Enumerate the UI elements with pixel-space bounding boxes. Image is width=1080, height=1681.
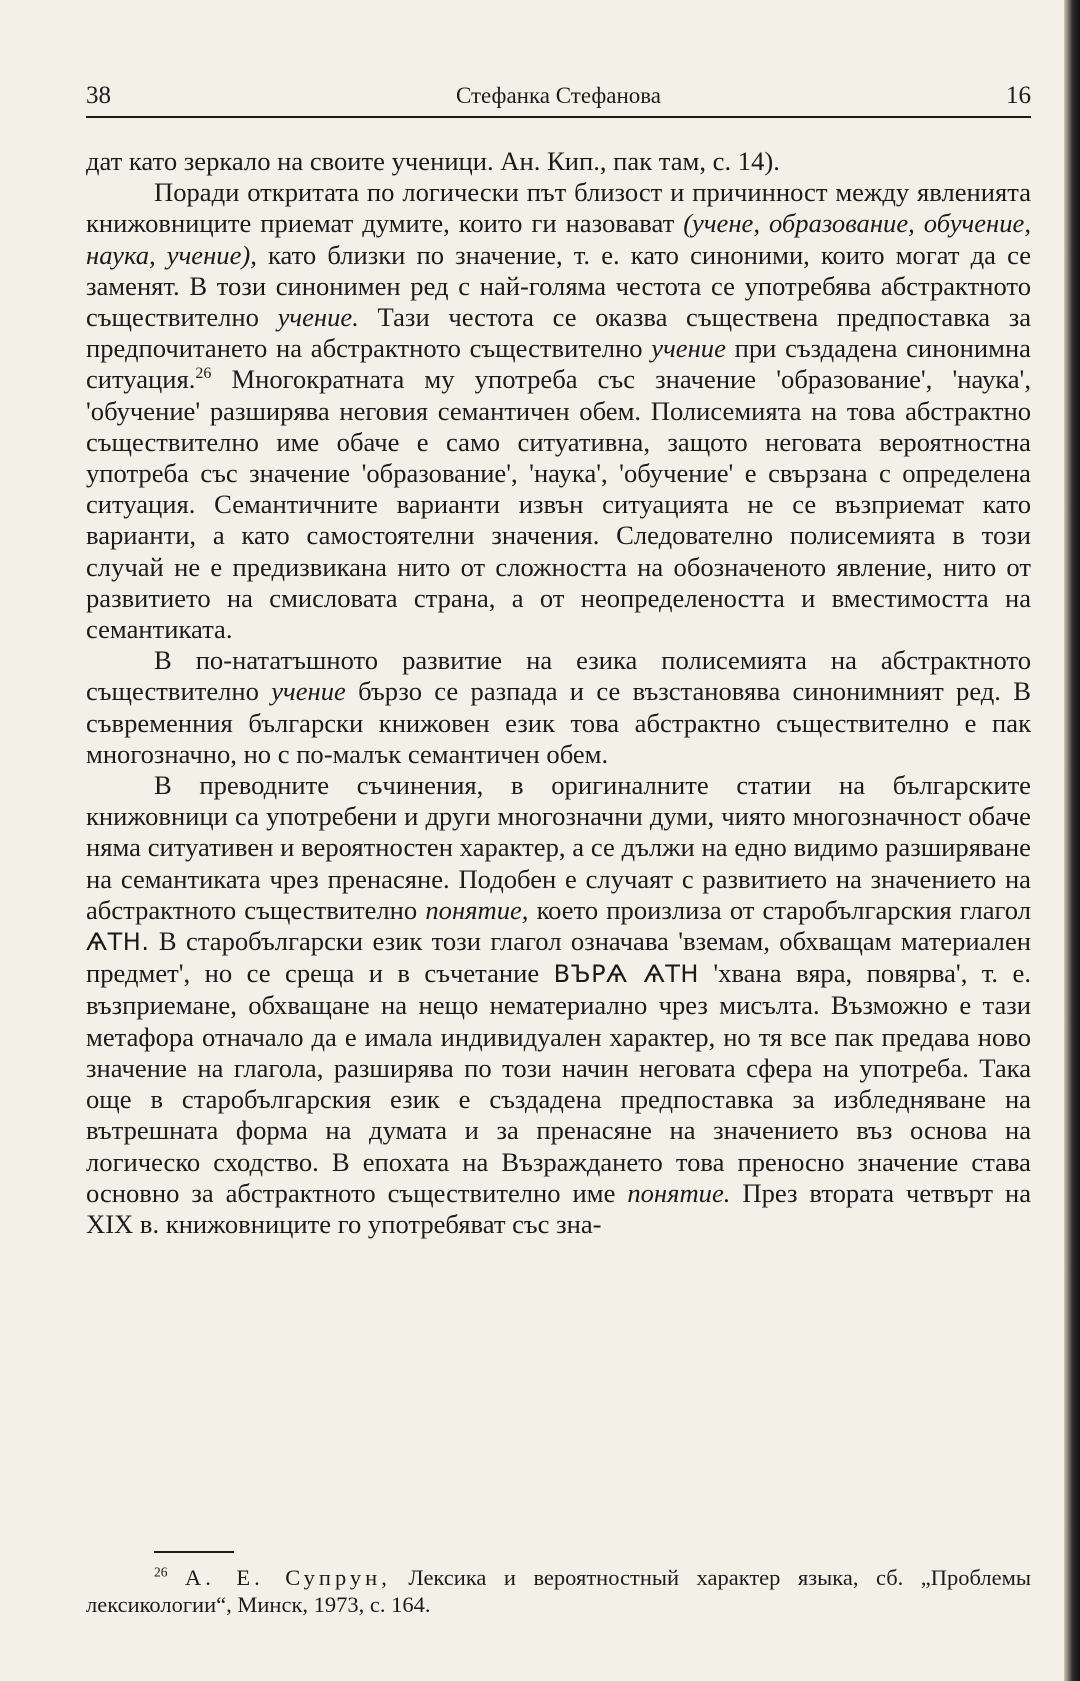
paragraph-4 <box>86 770 1031 1240</box>
section-number: 16 <box>1006 82 1031 109</box>
page-number: 38 <box>86 82 111 109</box>
paragraph-2-text-e: Многократната му употреба със значение 'образование', 'наука', 'обучение' разширява неговия семантичен обем. Полисемията на това абстрактно съществително име обаче е само ситуативна, защото неговата вероятностна употреба със значение 'образование', 'наука', 'обучение' е свързана с определена ситуация. Семантичните варианти извън ситуацията не се възприемат като варианти, а като самостоятелни значения. Следователно полисемията в този случай не е предизвикана нито от сложността на обозначеното явление, нито от развитието на смисловата страна, а от неопределеността и вместимостта на семантиката. <box>86 364 1031 645</box>
footnote-text: Лексика и вероятностный характер языка, сб. „Проблемы лексикологии“, Минск, 1973, с. 164. <box>86 1565 1031 1617</box>
footnote-rule <box>154 1551 234 1553</box>
footnote-26 <box>86 1564 1031 1618</box>
footnote-author: А. Е. Супрун, <box>185 1565 391 1590</box>
paragraph-3 <box>86 645 1031 770</box>
paragraph-4-emphasis-2: понятие. <box>627 1177 731 1208</box>
paragraph-4-text-e: През втората четвърт на XIX в. книжовниците го употребяват със зна- <box>86 1177 1031 1239</box>
page-header <box>86 76 1031 116</box>
paragraph-3-text-a: В по-нататъшното развитие на езика полисемията на абстрактното съществително <box>86 645 1031 707</box>
paragraph-2-text-c: Тази честота се оказва съществена предпоставка за предпочитането на абстрактното съществително <box>86 302 1031 364</box>
paragraph-3-emphasis: учение <box>271 676 346 707</box>
footnote-number: 26 <box>154 1564 168 1580</box>
paragraph-4-emphasis-1: понятие, <box>425 894 529 925</box>
paragraph-2-emphasis-3: учение <box>651 333 726 364</box>
paragraph-4-text-b: което произлиза от старобългарския глагол <box>528 894 1031 925</box>
footnote-reference[interactable]: 26 <box>195 365 212 383</box>
paragraph-2-text-b: като близки по значение, т. е. като синоними, които могат да се заменят. В този синонимен ред с най-голяма честота се употребява абстрактното съществително <box>86 239 1032 333</box>
body-text <box>86 146 1031 1240</box>
paragraph-2-emphasis-1: (учене, образование, обучение, наука, учение), <box>86 208 1031 270</box>
paragraph-4-text-d: 'хвана вяра, повярва', т. е. възприемане, обхващане на нещо нематериално чрез мисълта. Възможно е тази метафора отначало да е имала индивидуален характер, но тя все пак предава ново значение на глагола, разширява по този начин неговата сфера на употреба. Така още в старобългарския език е създадена предпоставка за избледняване на вътрешната форма на думата и за пренасяне на значението въз основа на логическо сходство. В епохата на Възраждането това преносно значение става основно за абстрактното съществително име <box>86 958 1031 1208</box>
paragraph-3-text-b: бързо се разпада и се възстановява синонимният ред. В съвременния български книжовен език това абстрактно съществително е пак многозначно, но с по-малък семантичен обем. <box>86 676 1031 769</box>
paragraph-2-text-a: Поради откритата по логически път близост и причинност между явленията книжовниците приемат думите, които ги назовават <box>86 177 1031 239</box>
paragraph-2-emphasis-2: учение. <box>277 302 359 333</box>
paragraph-1 <box>86 146 1031 177</box>
header-rule <box>86 116 1031 118</box>
paragraph-1-text: дат като зеркало на своите ученици. Ан. Кип., пак там, с. 14). <box>86 146 780 176</box>
footnote <box>86 1564 1031 1618</box>
page-edge-shadow <box>1064 0 1080 1681</box>
paragraph-2 <box>86 177 1031 645</box>
paragraph-2-text-d: при създадена синонимна ситуация. <box>86 333 1031 395</box>
old-bulgarian-phrase: ВЪРѦ ѦТН <box>553 960 699 989</box>
paragraph-4-text-a: В преводните съчинения, в оригиналните статии на българските книжовници са употребени и други многозначни думи, чиято многозначност обаче няма ситуативен и вероятностен характер, а се дължи на едно видимо разширяване на семантиката чрез пренасяне. Подобен е случаят с развитието на значението на абстрактното съществително <box>86 770 1031 925</box>
old-bulgarian-word-1: ѦТН. <box>86 928 150 957</box>
paragraph-4-text-c: В старобългарски език този глагол означава 'вземам, обхващам материален предмет', но се среща и в съчетание <box>86 926 1031 989</box>
running-title: Стефанка Стефанова <box>455 83 662 108</box>
